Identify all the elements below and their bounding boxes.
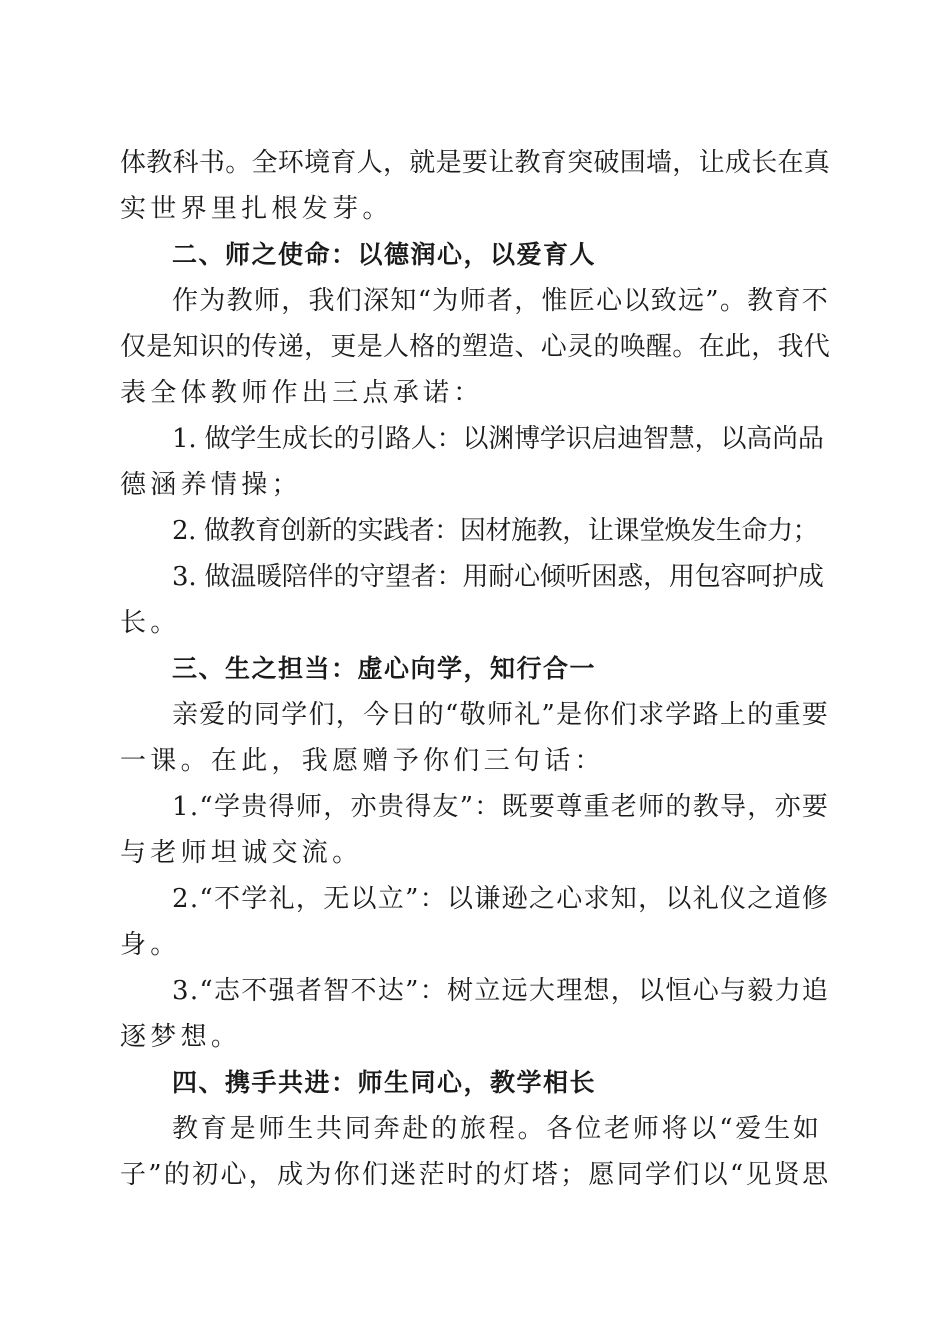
body-text-line: 实世界里扎根发芽。 <box>120 194 393 224</box>
list-item-text: 3. 做温暖陪伴的守望者：用耐心倾听困惑，用包容呵护成 <box>172 562 824 592</box>
list-item-text: 2.“不学礼，无以立”：以谦逊之心求知，以礼仪之道修 <box>172 884 830 914</box>
list-item-text: 长。 <box>120 608 181 638</box>
section-heading-2: 二、师之使命：以德润心，以爱育人 <box>172 240 597 269</box>
list-item-text: 与老师坦诚交流。 <box>120 838 363 868</box>
list-item-text: 逐梦想。 <box>120 1022 242 1052</box>
body-text-line: 仅是知识的传递，更是人格的塑造、心灵的唤醒。在此，我代 <box>120 332 831 362</box>
list-item-text: 身。 <box>120 930 181 960</box>
body-text-line: 表全体教师作出三点承诺： <box>120 378 484 408</box>
body-text-line: 子”的初心，成为你们迷茫时的灯塔；愿同学们以“见贤思 <box>120 1160 831 1190</box>
list-item-text: 3.“志不强者智不达”：树立远大理想，以恒心与毅力追 <box>172 976 830 1006</box>
list-item-text: 1. 做学生成长的引路人：以渊博学识启迪智慧，以高尚品 <box>172 424 824 454</box>
list-item-text: 德涵养情操； <box>120 470 302 500</box>
body-text-line: 亲爱的同学们，今日的“敬师礼”是你们求学路上的重要 <box>172 700 830 730</box>
list-item-text: 1.“学贵得师，亦贵得友”：既要尊重老师的教导，亦要 <box>172 792 830 822</box>
body-text-line: 作为教师，我们深知“为师者，惟匠心以致远”。教育不 <box>172 286 830 316</box>
body-text-line: 体教科书。全环境育人，就是要让教育突破围墙，让成长在真 <box>120 148 831 178</box>
section-heading-3: 三、生之担当：虚心向学，知行合一 <box>172 654 597 683</box>
section-heading-4: 四、携手共进：师生同心，教学相长 <box>172 1068 597 1097</box>
list-item-text: 2. 做教育创新的实践者：因材施教，让课堂焕发生命力； <box>172 516 819 546</box>
body-text-line: 教育是师生共同奔赴的旅程。各位老师将以“爱生如 <box>172 1114 822 1144</box>
body-text-line: 一课。在此，我愿赠予你们三句话： <box>120 746 605 776</box>
